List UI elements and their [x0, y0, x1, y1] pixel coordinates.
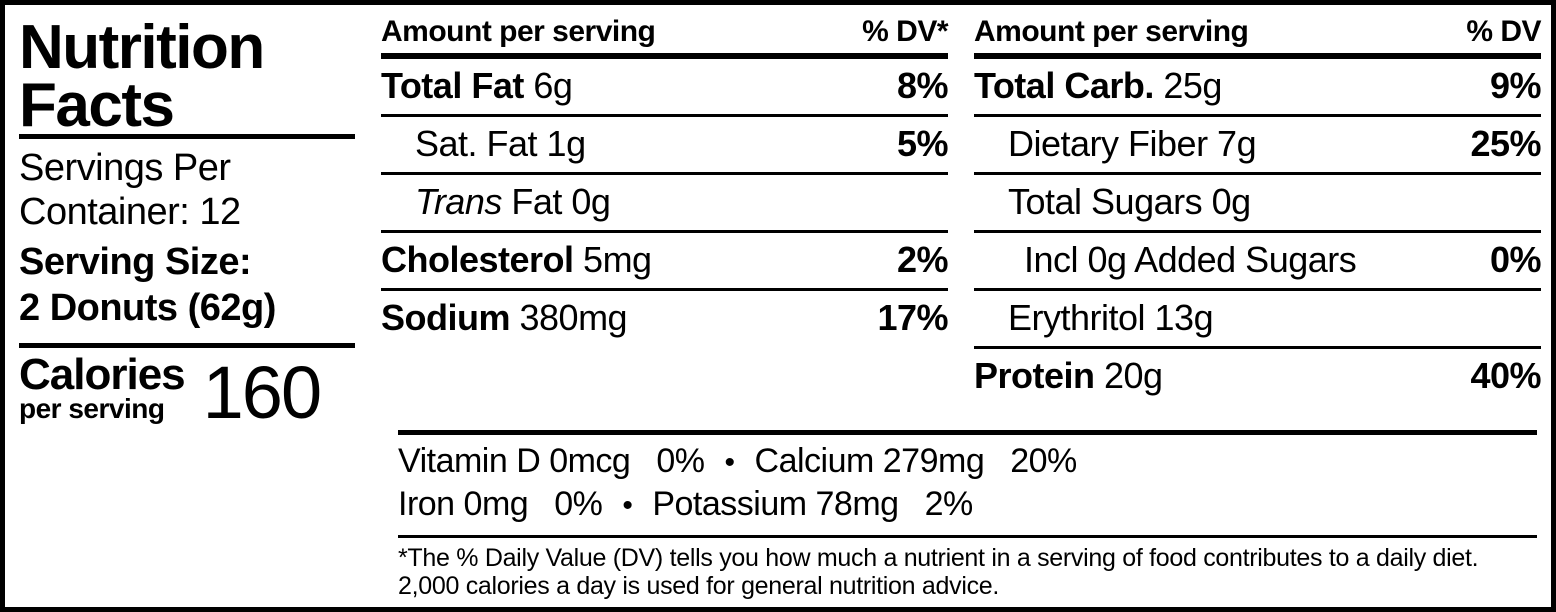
nutrient-dv-sat-fat: 5% [896, 123, 948, 164]
nutrient-row-sat-fat [381, 117, 948, 172]
nutrient-dv-sodium: 17% [877, 297, 948, 338]
serving-size [19, 240, 355, 331]
nutrient-name-cholesterol [381, 239, 652, 281]
amount-per-serving-label-left: Amount per serving [381, 15, 656, 48]
nutrient-amount-sodium: 380mg [510, 297, 628, 338]
nutrient-name-trans-fat [415, 181, 610, 223]
nutrient-dv-dietary-fiber: 25% [1470, 123, 1541, 164]
nutrient-name-bold-sodium: Sodium [381, 297, 510, 338]
nutrient-name-added-sugars: Incl 0g Added Sugars [1024, 239, 1357, 280]
calories-value: 160 [202, 351, 321, 435]
nutrient-name-erythritol: Erythritol 13g [1008, 297, 1214, 338]
nutrient-name-bold-total-carb: Total Carb. [974, 65, 1154, 106]
nutrient-row-added-sugars [974, 233, 1541, 288]
nutrient-row-trans-fat [381, 175, 948, 230]
nutrient-row-erythritol [974, 291, 1541, 346]
nutrient-name-trans-italic: Trans [415, 181, 502, 222]
micronutrient-potassium-dv: 2% [924, 484, 973, 523]
label-title [19, 13, 355, 140]
nutrient-dv-cholesterol: 2% [896, 239, 948, 280]
nutrient-name-sodium [381, 297, 627, 339]
nutrient-name-total-carb [974, 65, 1222, 107]
label-lower-section [398, 428, 1537, 602]
serving-size-value: 2 Donuts (62g) [19, 286, 276, 329]
micronutrient-iron: Iron 0mg [398, 484, 529, 523]
label-title-line1: Nutrition [19, 13, 264, 82]
nutrient-name-protein [974, 355, 1163, 397]
micronutrient-calcium-dv: 20% [1010, 441, 1077, 480]
daily-value-footnote [398, 535, 1537, 602]
bullet-separator-1: • [724, 445, 735, 479]
nutrient-row-total-sugars [974, 175, 1541, 230]
micronutrient-row-2 [398, 484, 1537, 527]
amount-per-serving-header-right [974, 15, 1541, 53]
serving-size-label: Serving Size: [19, 240, 252, 283]
footnote-line-2: 2,000 calories a day is used for general nutrition advice. [398, 572, 1000, 601]
calories-labels [19, 350, 185, 424]
nutrient-row-total-fat [381, 59, 948, 114]
nutrient-amount-protein: 20g [1094, 355, 1163, 396]
nutrient-row-total-carb [974, 59, 1541, 114]
serving-divider [19, 343, 355, 348]
micronutrient-iron-dv: 0% [554, 484, 603, 523]
nutrient-name-dietary-fiber: Dietary Fiber 7g [1008, 123, 1257, 164]
label-title-line2: Facts [19, 70, 174, 140]
nutrient-row-protein [974, 349, 1541, 404]
servings-per-container: Servings Per Container: 12 [19, 147, 241, 233]
nutrient-row-sodium [381, 291, 948, 346]
nutrient-dv-protein: 40% [1470, 355, 1541, 396]
nutrient-name-bold-total-fat: Total Fat [381, 65, 524, 106]
nutrient-dv-total-fat: 8% [896, 65, 948, 106]
nutrient-dv-total-carb: 9% [1489, 65, 1541, 106]
nutrient-amount-cholesterol: 5mg [573, 239, 652, 280]
calories-per-serving-label: per serving [19, 392, 165, 424]
calories-label: Calories [19, 350, 185, 400]
nutrient-name-bold-cholesterol: Cholesterol [381, 239, 574, 280]
nutrient-amount-total-carb: 25g [1153, 65, 1222, 106]
nutrient-amount-total-fat: 6g [523, 65, 573, 106]
label-left-column [19, 13, 369, 601]
nutrient-amount-trans-fat: Fat 0g [511, 181, 611, 222]
nutrient-name-bold-protein: Protein [974, 355, 1095, 396]
micronutrient-vitamin-d-dv: 0% [656, 441, 705, 480]
percent-dv-label-right: % DV [1466, 15, 1541, 48]
calories-row [19, 350, 355, 435]
nutrient-dv-added-sugars: 0% [1489, 239, 1541, 280]
footnote-line-1: *The % Daily Value (DV) tells you how much a nutrient in a serving of food contributes to a daily diet. [398, 543, 1479, 572]
micronutrient-block [398, 430, 1537, 527]
micronutrient-potassium: Potassium 78mg [652, 484, 899, 523]
nutrient-name-total-fat [381, 65, 572, 107]
micronutrient-row-1 [398, 441, 1537, 484]
nutrient-name-sat-fat: Sat. Fat 1g [415, 123, 586, 164]
percent-dv-label-left: % DV* [862, 15, 948, 48]
amount-per-serving-header-left [381, 15, 948, 53]
micronutrient-vitamin-d: Vitamin D 0mcg [398, 441, 631, 480]
nutrient-name-total-sugars: Total Sugars 0g [1008, 181, 1251, 222]
nutrient-row-dietary-fiber [974, 117, 1541, 172]
amount-per-serving-label-right: Amount per serving [974, 15, 1249, 48]
nutrient-row-cholesterol [381, 233, 948, 288]
bullet-separator-2: • [622, 488, 633, 522]
micronutrient-calcium: Calcium 279mg [754, 441, 985, 480]
